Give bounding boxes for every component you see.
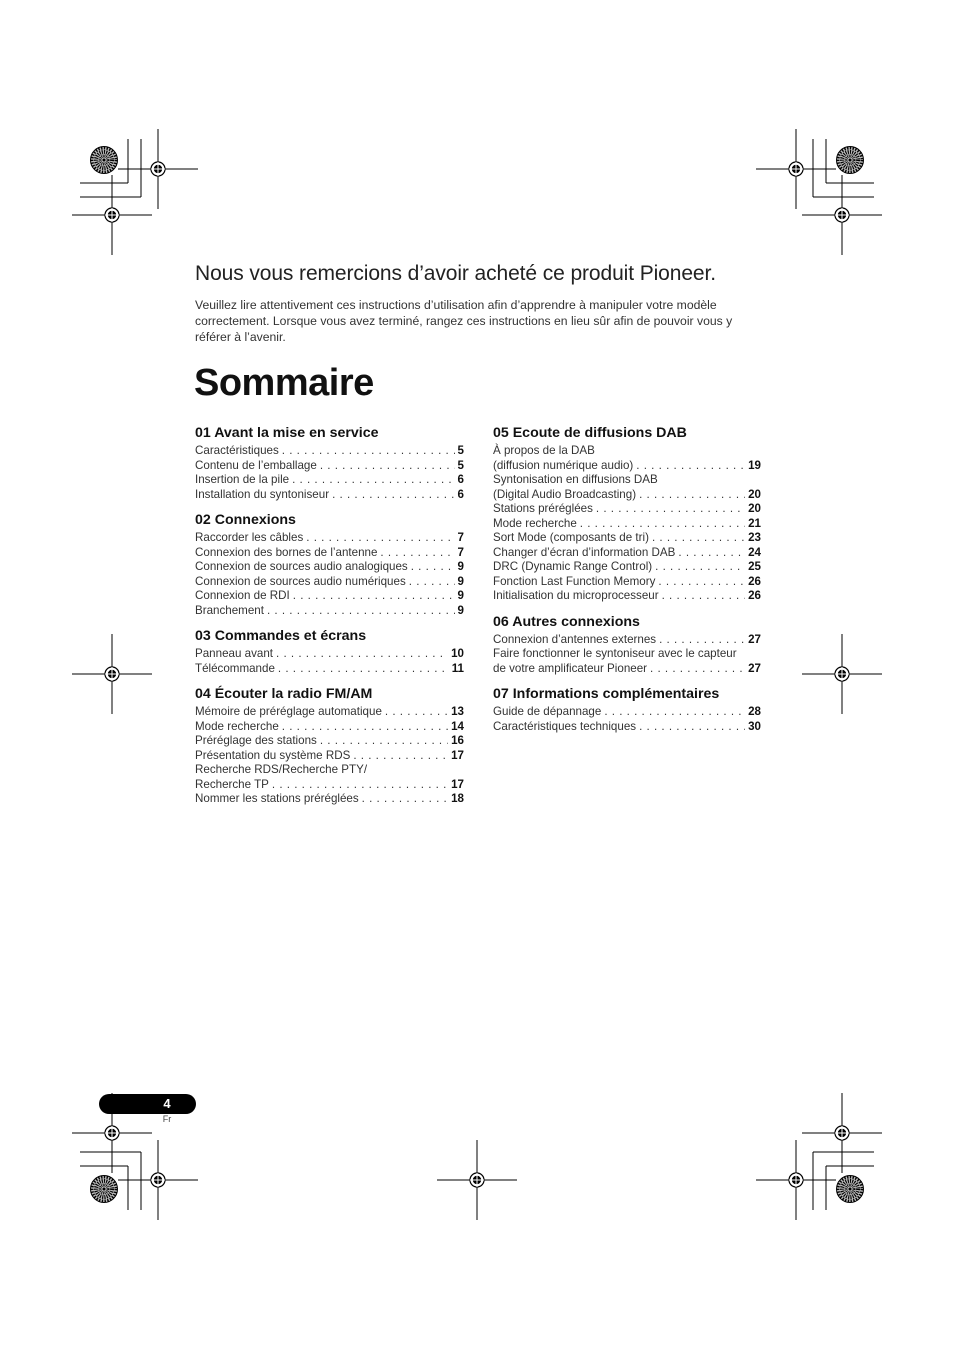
toc-entry[interactable]	[195, 720, 464, 735]
entry-page: 9	[457, 560, 464, 573]
toc-entry[interactable]	[195, 589, 464, 604]
toc-entry[interactable]	[195, 560, 464, 575]
toc-entry[interactable]	[195, 473, 464, 488]
dot-leader	[362, 792, 448, 807]
dot-leader	[380, 546, 454, 561]
entry-page: 18	[451, 792, 464, 805]
starburst-mark-bottom-right	[837, 1176, 864, 1203]
dot-leader	[636, 459, 745, 474]
toc-entry[interactable]	[195, 647, 464, 662]
entry-page: 26	[748, 574, 761, 588]
toc-entry[interactable]	[493, 517, 761, 532]
dot-leader	[320, 734, 448, 749]
entry-page: 6	[457, 473, 464, 486]
entry-page: 14	[451, 719, 464, 733]
section-title: 04 Écouter la radio FM/AM	[195, 686, 373, 702]
starburst-mark-top-left	[91, 147, 118, 174]
toc-section-06	[493, 613, 761, 677]
toc-entry[interactable]	[195, 459, 464, 474]
toc-section-05	[493, 424, 761, 604]
entry-label: Panneau avant	[195, 647, 274, 660]
dot-leader	[293, 589, 455, 604]
section-title: 03 Commandes et écrans	[195, 628, 367, 644]
toc-section-07	[493, 685, 761, 734]
dot-leader	[282, 720, 448, 735]
entry-page: 21	[748, 516, 761, 530]
toc-entry[interactable]	[195, 734, 464, 749]
entry-page: 23	[748, 531, 761, 544]
toc-entry[interactable]	[493, 459, 761, 474]
entry-page: 30	[748, 719, 761, 733]
toc-entry[interactable]	[195, 792, 464, 807]
toc-entry[interactable]	[195, 531, 464, 546]
entry-label: Changer d’écran d’information DAB	[493, 545, 676, 559]
entry-page: 20	[748, 487, 761, 501]
entry-label: Connexion de RDI	[195, 589, 290, 602]
toc-entry[interactable]	[493, 502, 761, 517]
section-title: 07 Informations complémentaires	[493, 686, 720, 702]
entry-label: Mémoire de préréglage automatique	[195, 705, 382, 718]
toc-entry[interactable]	[195, 705, 464, 720]
crosshair-mark	[118, 1140, 198, 1220]
entry-page: 7	[457, 545, 464, 559]
toc-entry[interactable]	[493, 560, 761, 575]
dot-leader	[596, 502, 745, 517]
entry-page: 17	[451, 748, 464, 762]
entry-label: Connexion d’antennes externes	[493, 632, 657, 646]
toc-entry[interactable]	[195, 444, 464, 459]
dot-leader	[650, 662, 745, 677]
entry-page: 6	[457, 487, 464, 501]
toc-entry[interactable]	[195, 488, 464, 503]
entry-page: 10	[451, 647, 464, 660]
toc-entry[interactable]	[195, 546, 464, 561]
dot-leader	[639, 720, 745, 735]
toc-entry-first-line[interactable]: Syntonisation en diffusions DAB	[493, 473, 658, 486]
dot-leader	[267, 604, 455, 619]
dot-leader	[306, 531, 454, 546]
section-title: 05 Ecoute de diffusions DAB	[493, 425, 687, 441]
entry-label: Télécommande	[195, 661, 275, 675]
section-title: 02 Connexions	[195, 512, 296, 528]
toc-right-column	[493, 424, 761, 743]
entry-page: 5	[457, 458, 464, 472]
entry-page: 17	[451, 777, 464, 791]
dot-leader	[353, 749, 448, 764]
toc-section-03	[195, 627, 464, 676]
entry-page: 9	[457, 603, 464, 617]
crosshair-mark	[802, 175, 882, 255]
toc-entry[interactable]	[493, 662, 761, 677]
toc-entry[interactable]	[493, 633, 761, 648]
dot-leader	[658, 575, 745, 590]
toc-entry-first-line[interactable]: À propos de la DAB	[493, 444, 595, 457]
crosshair-mark	[756, 129, 836, 209]
entry-label: Branchement	[195, 603, 264, 617]
entry-page: 20	[748, 502, 761, 515]
entry-page: 11	[451, 661, 464, 675]
dot-leader	[278, 662, 449, 677]
section-title: 06 Autres connexions	[493, 613, 640, 630]
toc-entry[interactable]	[195, 749, 464, 764]
crosshair-mark	[802, 1093, 882, 1173]
entry-page: 9	[457, 574, 464, 588]
dot-leader	[659, 633, 745, 648]
entry-page: 5	[457, 444, 464, 457]
entry-label: (Digital Audio Broadcasting)	[493, 487, 637, 501]
crosshair-mark	[72, 634, 152, 714]
contents-title: Sommaire	[194, 362, 374, 404]
entry-label: Sort Mode (composants de tri)	[493, 531, 649, 544]
starburst-mark-bottom-left	[91, 1176, 118, 1203]
entry-label: DRC (Dynamic Range Control)	[493, 560, 653, 573]
dot-leader	[272, 778, 448, 793]
intro-title: Nous vous remercions d’avoir acheté ce produit Pioneer.	[195, 262, 716, 285]
entry-label: Stations préréglées	[493, 502, 593, 515]
entry-page: 27	[748, 661, 761, 675]
entry-page: 24	[748, 545, 761, 559]
dot-leader	[678, 546, 745, 561]
entry-label: Connexion des bornes de l’antenne	[195, 545, 378, 559]
dot-leader	[385, 705, 448, 720]
section-title: 01 Avant la mise en service	[195, 425, 379, 441]
entry-label: Caractéristiques techniques	[493, 719, 637, 733]
dot-leader	[580, 517, 745, 532]
starburst-mark-top-right	[837, 147, 864, 174]
crosshair-mark	[802, 634, 882, 714]
toc-entry[interactable]	[195, 662, 464, 677]
toc-entry-first-line[interactable]: Faire fonctionner le syntoniseur avec le capteur	[493, 647, 737, 660]
entry-label: Préréglage des stations	[195, 734, 317, 747]
entry-label: Installation du syntoniseur	[195, 487, 330, 501]
toc-entry[interactable]	[195, 604, 464, 619]
toc-entry[interactable]	[493, 589, 761, 604]
entry-label: (diffusion numérique audio)	[493, 458, 634, 472]
entry-page: 13	[451, 705, 464, 718]
dot-leader	[332, 488, 454, 503]
entry-label: Mode recherche	[493, 516, 577, 530]
toc-entry[interactable]	[195, 778, 464, 793]
entry-label: Guide de dépannage	[493, 705, 602, 718]
toc-section-02	[195, 511, 464, 618]
toc-section-04	[195, 685, 464, 807]
dot-leader	[662, 589, 745, 604]
toc-entry-first-line[interactable]: Recherche RDS/Recherche PTY/	[195, 763, 368, 776]
entry-page: 9	[457, 589, 464, 602]
entry-label: Connexion de sources audio analogiques	[195, 560, 408, 573]
entry-label: Recherche TP	[195, 777, 269, 791]
entry-label: Fonction Last Function Memory	[493, 574, 656, 588]
dot-leader	[652, 531, 745, 546]
entry-page: 25	[748, 560, 761, 573]
crosshair-mark	[437, 1140, 517, 1220]
entry-page: 28	[748, 705, 761, 718]
toc-left-column	[195, 424, 464, 816]
toc-entry[interactable]	[493, 488, 761, 503]
toc-entry[interactable]	[493, 575, 761, 590]
entry-label: Caractéristiques	[195, 444, 279, 457]
entry-label: Présentation du système RDS	[195, 748, 351, 762]
crosshair-mark	[756, 1140, 836, 1220]
entry-page: 27	[748, 632, 761, 646]
entry-label: Raccorder les câbles	[195, 531, 304, 544]
dot-leader	[639, 488, 745, 503]
page-language: Fr	[162, 1114, 172, 1124]
dot-leader	[409, 575, 455, 590]
entry-label: Connexion de sources audio numériques	[195, 574, 406, 588]
entry-label: de votre amplificateur Pioneer	[493, 661, 648, 675]
toc-section-01	[195, 424, 464, 502]
entry-page: 26	[748, 589, 761, 602]
entry-page: 7	[457, 531, 464, 544]
dot-leader	[604, 705, 745, 720]
dot-leader	[320, 459, 455, 474]
toc-entry[interactable]	[493, 705, 761, 720]
entry-label: Nommer les stations préréglées	[195, 792, 359, 805]
page-number: 4	[163, 1096, 171, 1111]
toc-entry[interactable]	[493, 546, 761, 561]
crosshair-mark	[118, 129, 198, 209]
intro-text: Veuillez lire attentivement ces instructions d’utilisation afin d’apprendre à manipuler votre modèle correctement. Lorsque vous avez terminé, rangez ces instructions en lieu sûr afin de pouvoir vous y référer à l’avenir.	[195, 298, 733, 344]
entry-label: Mode recherche	[195, 719, 279, 733]
dot-leader	[292, 473, 454, 488]
entry-page: 16	[451, 734, 464, 747]
entry-label: Contenu de l’emballage	[195, 458, 317, 472]
toc-entry[interactable]	[493, 720, 761, 735]
dot-leader	[276, 647, 448, 662]
dot-leader	[655, 560, 745, 575]
toc-entry[interactable]	[493, 531, 761, 546]
crosshair-mark	[72, 175, 152, 255]
entry-label: Insertion de la pile	[195, 473, 290, 486]
entry-page: 19	[748, 458, 761, 472]
toc-entry[interactable]	[195, 575, 464, 590]
dot-leader	[411, 560, 455, 575]
dot-leader	[282, 444, 455, 459]
entry-label: Initialisation du microprocesseur	[493, 589, 659, 602]
